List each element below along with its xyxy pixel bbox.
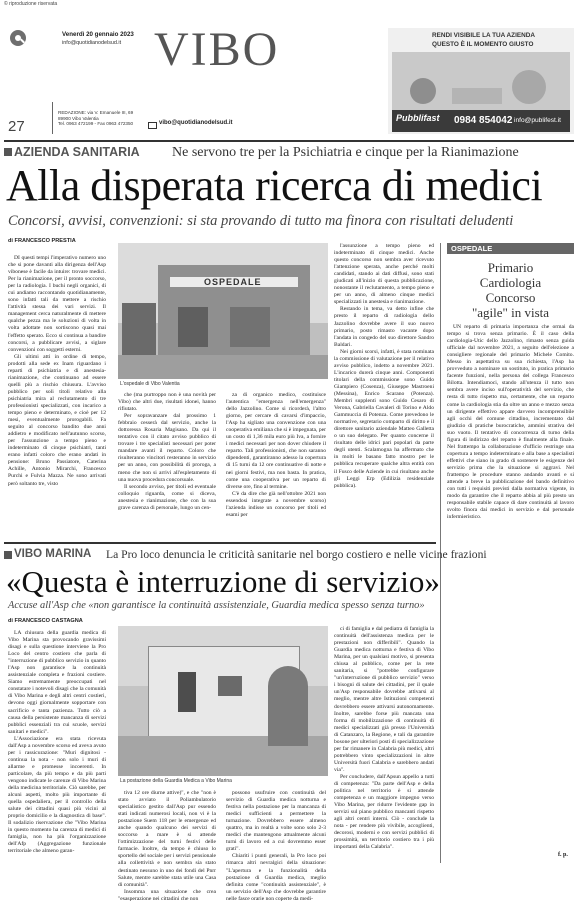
ad-footer (392, 110, 570, 132)
ad-brand: Pubblifast (396, 113, 440, 123)
section-email: vibo@quotidianodelsud.it (159, 120, 233, 126)
sidebar-body: UN reparto di primaria importanza che ormai da tempo si trova senza primario. È il caso della cardiologia-Utic dello Jazzolino, rimasto senza guida ufficiale dal novembre 2021, a seguito dell'elezione a consigliere regionale del primario Michele Comito. Messo in aspettativa su sua richiesta, l'Asp ha provveduto a nominare un sostituto, in pratica primario facente funzioni, nella persona del collega Francesco Bilotta. Intendiamoci, stando all'utenza il tutto non sembra avere inciso sull'operatività del servizio, che resta di tutto rispetto ma, certamente, che un reparto come la cardiologia stia da oltre un anno e mezzo senza un dirigente effettivo appare davvero incomprensibile agli occhi del comune cittadino, incrementato dal giudizio di pratiche burocratiche, ammini strativa del suo vuoto. Il tentativo di concorrenza di turno della figura di indirizzo del reparto è finalmente alla finale. Nel frattempo la collaborazione d'ufficio restringe una copertura a tempo indeterminato e alla base a specialisti effettivi che siano in grado di sostenere le esigenze del servizio prima che la situazione si aggravi. Nel frattempo le procedure stanno andando avanti e si attende a breve la pubblicazione del bando definitivo con tutti i requisiti previsti dalla normativa vigente, in modo da garantire che il reparto abbia al più presto un responsabile stabile capace di dare continuità al lavoro svolto finora dai medici in servizio e dal personale infermieristico. (447, 324, 574, 521)
copyright-note: © riproduzione riservata (4, 1, 58, 7)
hospital-sign: OSPEDALE (204, 277, 262, 287)
ad-line1: RENDI VISIBILE LA TUA AZIENDA (432, 32, 535, 39)
article1-photo-caption: L'ospedale di Vibo Valentia (120, 381, 180, 387)
ad-image (392, 52, 570, 110)
article2-photo (118, 626, 328, 776)
page-number: 27 (8, 118, 25, 135)
article2-deck: Accuse all'Asp che «non garantisce la continuità assistenziale, Guardia medica spesso senza turno» (8, 600, 425, 611)
article2-byline: di FRANCESCO CASTAGNA (8, 618, 83, 624)
ad-phone: 0984 854042 (454, 115, 513, 126)
article1-column-4: l'assunzione a tempo pieno ed indeterminato di cinque medici. Anche questo concorso non sembra aver ricevuto l'attenzione sperata, anche perché molti candidati, stando ai dati diffusi, sono stati giudicati all'inizio di questa pubblicazione, nonostante il reclutamento, a tempo pieno e per un anno, di almeno cinque medici specializzati in anestesia e rianimazione. Restando in tema, va detto infine che presto il reparto di radiologia dello Jazzolino dovrebbe avere il suo nuovo primario, posto rimasto vacante dopo l'andata in congedo del suo direttore Sandro Baldari. Nei giorni scorsi, infatti, è stata nominata la commissione di valutazione per il relativo avviso pubblico, indetto a novembre 2021. L'incarico durerà cinque anni. Componenti titolari della commissione sono Guido Giampiero (Cosenza), Giuseppe Mastroeni (Messina), Enrico Scarano (Potenza). Membri supplenti sono Guido Cesaro di Verona, Gabriella Cavaleri di Torino e Aldo Gammuccia di Potenza. Come prevedono le normative, segretario comparto di diritto e il direttore sanitario aziendale Matteo Galletta o un suo delegato. Per quanto concerne il risultato delle idrici pari popolari da parte degli utenti. Scalamogna ha affermato che in molti le basano fatto mostro per le pubblica recuperare qualche altra entità con il Fusco delle Aziende in cui risultano anche gli Leggi Erp (Edilizia residenziale pubblica). (334, 243, 434, 489)
article2-column-1: LA chiusura della guardia medica di Vibo Marina sta provocando gravissimi disagi e sulla questione interviene la Pro Loco del centro costiero che parla di "interruzione di pubblico servizio in quanto l'Asp non garantisce la continuità assistenziale completa e frazioni costiere. Siamo estremamente preoccupati nel constatare i notevoli disagi che la comunità di Vibo Marina e degli altri centri costieri, devono oggi giornalmente sopportare con sacrificio e tanta pazienza. Tutto ciò a causa della persistente mancanza di servizi pubblici essenziali tra cui scuole, servizi sanitari e medici". L'Associazione era stata ricevuta dall'Asp a novembre scorso ed aveva avuto per i rassicurazione: "Muri dignitosi - continua la nota - non solo i muri di allarme e promesse incoerenti. In particolare, da più tempo e da più parti vengono indicate le carenze di Vibo Marina della medicina territoriale. Ciò sarebbe, per alcuni aspetti, molto più importante di quella ospedaliera, per il controllo della salute dei cittadini quasi più vicini al proprio domicilio e la diagnostica di base". Il sodalizio riservazione che "Vibo Marina in questo momento ha carenza di medici di famiglia, non ha più l'organizzazione dell'Afp (Aggregazione funzionale territoriale che almeno garan- (8, 630, 106, 855)
article2-subhead: La Pro loco denuncia le criticità sanitarie nel borgo costiero e nelle vicine frazioni (106, 548, 487, 561)
section-rule (4, 140, 574, 142)
ad-line2: QUESTO È IL MOMENTO GIUSTO (432, 41, 534, 48)
article2-photo-caption: La postazione della Guardia Medica a Vibo Marina (120, 778, 232, 784)
article1-subhead: Ne servono tre per la Psichiatria e cinque per la Rianimazione (172, 145, 519, 160)
article1-column-1: DI questi tempi l'imperativo numero uno che si pone davanti alla dirigenza dell'Asp vibonese è facile da intuire: trovare medici. Per la rianimazione, per il pronto soccorso, per la radiologia. I buchi negli organici, di cui andiamo raccontando quotidianamente, sono infatti tali da mettere a rischio l'attività stessa dei vari servizi. Il management cerca naturalmente di mettere qualche pezza ma le soluzioni di volta in volta adottate non sortiscono quasi mai l'effetto sperato. Ecco si continua a bandire concorsi, a pubblicare avvisi, a siglare convenzioni con soggetti esterni. Gli ultimi atti in ordine di tempo, prodotti alla sede ex Inam riguardano i reparti di psichiatria e di anestesia-rianimazione, che continuano ad essere quelli più a rischio chiusura. L'avviso pubblico per soli titoli relativo alla psichiatria mira al reclutamento di tre professionisti specializzati, con incarico a tempo pieno e determinato, e cioè per 12 mesi, eventualmente prorogabili. Fa seguito al concorso bandito due anni addietro e modificato nell'autunno scorso, per l'assunzione a tempo pieno e indeterminato di cinque psichiatri, tanti erano infatti coloro che erano andati in pensione: Bruno Passiatore, Caterina Achille, Antonio Mirarchi, Francesco Purchi e Fulvia Mazza. Ne sono arrivati però soltanto tre, visto (8, 255, 106, 487)
kicker-square-icon (4, 148, 12, 156)
ad-email: info@publifest.it (514, 117, 562, 124)
sidebar-signature: f. p. (558, 852, 568, 858)
article1-photo (118, 243, 328, 379)
article1-byline: di FRANCESCO PRESTIA (8, 238, 76, 244)
issue-date: Venerdì 20 gennaio 2023 (62, 31, 134, 38)
advertisement[interactable] (388, 28, 574, 134)
sidebar-title: Primario Cardiologia Concorso "agile" in vista (471, 260, 550, 320)
sidebar-label: OSPEDALE (451, 244, 493, 253)
article2-column-4: ci di famiglia e dal pediatra di famiglia la continuità dell'assistenza medica per le prestazioni non differibili". Quando la Guardia medica notturna e festiva di Vibo Marina, per un qualsiasi motivo, si presenta chiusa al pubblico, come per la rete sanitaria, si "potrebbe configurare "un'interruzione di pubblico servizio" verso i bisogni di salute dei cittadini, per il quale un'Asp responsabile dovrebbe attivarsi al meglio, mentre altre Istituzioni competenti dovrebbero essere attivarsi autonomamente. Inoltre, sarebbe forse più mancata una forma di mobilizzazione di continuità di medici specializzati già presso l'Università di Catanzaro, la Regione, e tali da garantire bosone per ulteriori posti di specializzazione per far rimanere in Calabria più medici, altri potrebbero vinto specializzazioni in altre Università fuori Calabria e sarebbero andati via". Per concludere, dall'Apsun appello a tutti di competenza: "Da parte dell'Asp e della politica nel territorio è si attende competenza e un maggiore impegno verso Vibo Marina, per ridurre l'evidente gap in servizi sul piano pubblico mancanti rispetto agli altri centri interni. Ciò - conclude la nota - per rendere più vivibile, accoglienti, decorosi, moderni e con servizi pubblici di prossimità, un territorio costiero tra i più importanti della Calabria". (334, 626, 434, 851)
article2-kicker: VIBO MARINA (14, 548, 92, 560)
article1-column-2: che (ma purtroppo non è una novità per Vibo) che altri due, risultati idonei, hanno rifiutato. Per sopravanzare dal prossimo 1 febbraio cesserà dal servizio, anche la dottoressa Rosaria Magisano. Da qui il tentativo con il citato avviso pubblico di trovare i tre specialisti necessari per poter mandare avanti il reparto. Coloro che risulteranno vincitori resteranno in servizio per un anno, con possibilità di proroga, a meno che non si arrivi all'espletamento di una nuova procedura concorsuale. Il secondo avviso, per titoli ed eventuale colloquio riguarda, come si diceva, anestesia e rianimazione, che con la sua grave carenza di personale, lungo un cen- (118, 392, 216, 511)
article2-rule (4, 542, 436, 544)
section-title: VIBO (154, 23, 280, 76)
mail-icon (148, 122, 157, 129)
article1-headline: Alla disperata ricerca di medici (6, 161, 543, 210)
article1-column-3: za di organico medico, costituisce l'autentica "emergenza nell'emergenza" dello Jazzolino. Come si ricorderà, l'altro giorno, per cercare di cavarsi d'impaccio, l'Asp ha sigliato una convenzione con una cooperativa emiliana che si è impegnata, per un costo di 1,36 mila euro più Iva, a fornire i medici necessari per non dover chiudere il reparto. Tali professionisti, che non saranno dipendenti, garantiranno adesso la copertura di 15 turni da 12 ore continuative di notte e nei giorni festivi, ma non basta. In pratica, come una cooperativa per un reparto di diverse ore, fino al termine. C'è da dire che già nell'ottobre 2021 non essendosi integrate a novembre scorso) l'azienda indisse un concorso per titoli ed esami per (226, 392, 326, 518)
kicker-square-icon (4, 551, 12, 559)
address-block: REDAZIONE: via V. Emanuele III, 69 89900 Vibo Valentia Tel. 0963 472199 - Fax 0963 472350 (58, 110, 134, 127)
article2-headline: «Questa è interruzione di servizio» (6, 564, 440, 599)
article2-column-2: tiva 12 ore diurne attive)", e che "non è stato avviato il Poliambulatorio specialistico gestito dall'Asp pur essendo stati indicati numerosi locali, non vi è la postazione Suem 118 per le emergenze ed anche quando qualcuno dei servizi di soccorso a mare è si attende l'ottimizzazione del turni festivi delle farmacie. Inoltre, da tempo è chiuso lo sportello del sociale per i servizi pensionale alla collettività e non sembra sia stato destinato nessuno in uno dei fondi del Pnrr Salute, mentre sarebbe stata utile una Casa di comunità". Insomma una situazione che crea "esasperazione nei cittadini che non (118, 790, 216, 902)
article1-deck: Concorsi, avvisi, convenzioni: si sta provando di tutto ma finora con risultati deludenti (8, 213, 514, 229)
article2-column-3: possono usufruire con continuità del servizio di Guardia medica notturna e festiva nella postazione per la mancanza di medici sufficienti a permettere la turnazione. Dovrebbero essere almeno quattro, ma in realtà a volte sono solo 2-3 medici che mantengono attualmente alcuni turni di lavoro ed a cui dovremmo esser grati". Chiariti i punti generali, la Pro loco poi rimarca altri nevralgici della situazione: "L'apertura e la funzionalità della postazione di Guardia medica, meglio definita come "continuità assistenziale", è un servizio dell'Asp che dovrebbe garantire nelle fasce orarie non coperte da medi- (226, 790, 326, 902)
masthead-divider (52, 102, 53, 134)
newspaper-logo-icon (10, 30, 26, 46)
website: info@quotidianodelsud.it (62, 40, 122, 46)
sidebar-label-bar (447, 243, 574, 254)
article1-kicker: AZIENDA SANITARIA (14, 145, 140, 159)
